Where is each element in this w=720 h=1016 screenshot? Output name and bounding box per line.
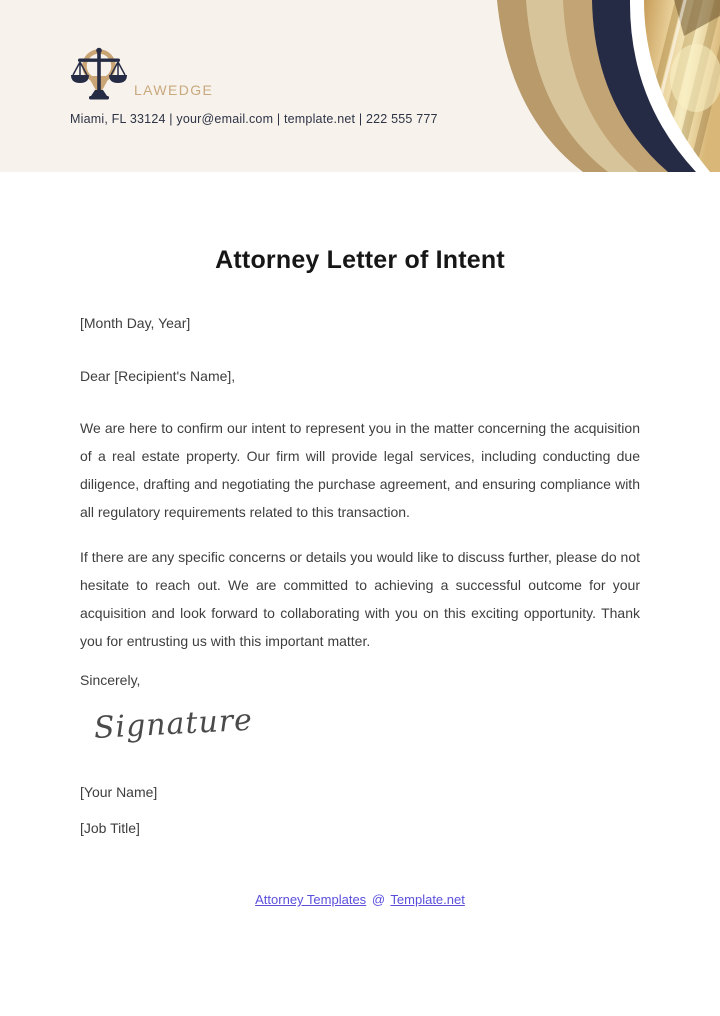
paragraph-followup: If there are any specific concerns or details you would like to discuss further, please do not hesitate to reach out. We are committed to achieving a successful outcome for your acquisition and look forward to collaborating with you on this exciting opportunity. Thank you for entrusting us with this important matter. (80, 549, 640, 649)
corner-decoration (488, 0, 720, 172)
contact-line: Miami, FL 33124 | your@email.com | template.net | 222 555 777 (70, 112, 438, 126)
brand-name: LAWEDGE (134, 82, 214, 98)
letterhead (0, 0, 720, 172)
letter-title: Attorney Letter of Intent (215, 246, 505, 274)
page-footer (0, 891, 720, 909)
brand (66, 44, 213, 108)
letter-body (0, 245, 720, 839)
at-separator: @ (371, 892, 386, 907)
sender-job-title-placeholder: [Job Title] (80, 820, 140, 836)
closing: Sincerely, (80, 672, 141, 688)
template-net-link[interactable]: Template.net (390, 892, 465, 907)
salutation: Dear [Recipient's Name], (80, 368, 236, 384)
date-placeholder: [Month Day, Year] (80, 315, 191, 331)
signature-script: Signature (93, 702, 254, 746)
scales-of-justice-icon (66, 44, 130, 108)
attorney-templates-link[interactable]: Attorney Templates (255, 892, 367, 907)
sender-name-placeholder: [Your Name] (80, 784, 158, 800)
paragraph-intent: We are here to confirm our intent to represent you in the matter concerning the acquisition of a real estate property. Our firm will provide legal services, including conducting due diligence, drafting and negotiating the purchase agreement, and ensuring compliance with all regulatory requirements related to this transaction. (80, 420, 640, 520)
